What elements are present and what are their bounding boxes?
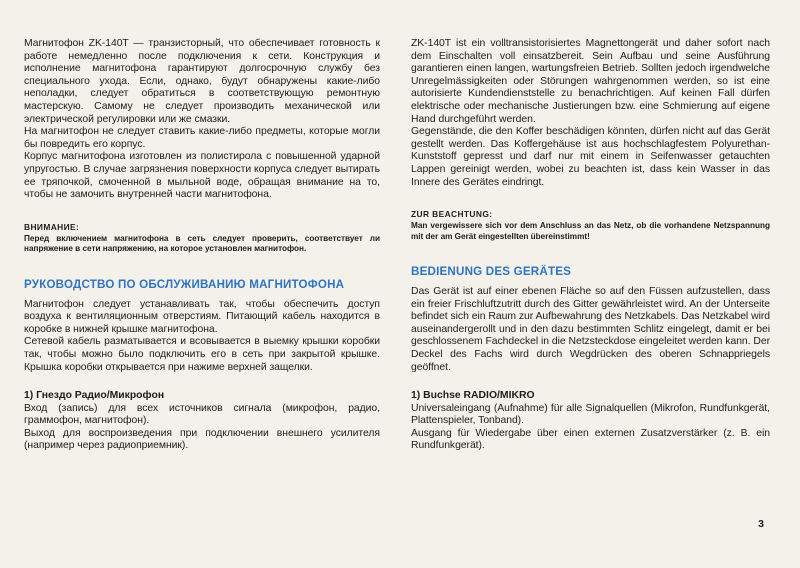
ru-sub-paragraph-2: Выход для воспроизведения при подключении внешнего усилителя (например через радиоприемник).	[24, 427, 380, 452]
ru-sub-paragraph-1: Вход (запись) для всех источников сигнала (микрофон, радио, граммофон, магнитофон).	[24, 402, 380, 427]
ru-warning-text: Перед включением магнитофона в сеть следует проверить, соответствует ли напряжение в сети напряжению, на которое установлен магнитофон.	[24, 233, 380, 254]
ru-section-heading: РУКОВОДСТВО ПО ОБСЛУЖИВАНИЮ МАГНИТОФОНА	[24, 277, 345, 291]
ru-intro-paragraph-3: Корпус магнитофона изготовлен из полистирола с повышенной ударной упругостью. В случае загрязнения поверхности корпуса следует вытирать ее тряпочкой, смоченной в мыльной воде, обращая внимание на то, чтобы не замочить внутренней части магнитофона.	[24, 151, 380, 201]
german-column	[411, 38, 770, 453]
de-sub-paragraph-2: Ausgang für Wiedergabe über einen externen Zusatzverstärker (z. B. ein Rundfunkgerät).	[411, 427, 770, 452]
de-section-heading: BEDIENUNG DES GERÄTES	[411, 264, 572, 278]
ru-section-paragraph-1: Магнитофон следует устанавливать так, чтобы обеспечить доступ воздуха к вентиляционным отверстиям. Питающий кабель находится в коробке в нижней крышке магнитофона.	[24, 298, 380, 335]
de-intro-paragraph-1: ZK-140T ist ein volltransistorisiertes Magnettongerät und daher sofort nach dem Einschalten voll einsatzbereit. Sein Aufbau und seine Ausführung garantieren einen langen, wartungsfreien Betrieb. Sollten jedoch irgendwelche Unregelmässigkeiten oder Störungen wahrgenommen werden, so ist eine autorisierte Kundendienststelle zu benachrichtigen. Auf keinen Fall dürfen elektrische oder mechanische Justierungen bzw. eine Schmierung auf eigene Hand durchgeführt werden.	[411, 38, 770, 125]
ru-warning-title: ВНИМАНИЕ:	[24, 221, 80, 232]
ru-intro-paragraph-2: На магнитофон не следует ставить какие-либо предметы, которые могли бы повредить его корпус.	[24, 126, 380, 150]
de-sub-paragraph-1: Universaleingang (Aufnahme) für alle Signalquellen (Mikrofon, Rundfunkgerät, Plattenspieler, Tonband).	[411, 402, 770, 427]
de-sub-heading: 1) Buchse RADIO/MIKRO	[411, 390, 535, 402]
ru-section-paragraph-2: Сетевой кабель разматывается и всовывается в выемку крышки коробки так, чтобы можно было подключить его в сеть при закрытой крышке. Крышка коробки открывается при нажиме верхней защелки.	[24, 336, 380, 373]
de-intro-paragraph-2: Gegenstände, die den Koffer beschädigen könnten, dürfen nicht auf das Gerät gestellt werden. Das Koffergehäuse ist aus hochschlagfestem Polyurethan-Kunststoff gepresst und darf nur mit einem in Seifenwasser getauchten Lappen gereinigt werden, wobei zu beachten ist, dass kein Wasser in das Innere des Gerätes eindringt.	[411, 126, 770, 188]
ru-intro-paragraph-1: Магнитофон ZK-140T — транзисторный, что обеспечивает готовность к работе немедленно после подключения к сети. Конструкция и исполнение магнитофона гарантируют долгосрочную службу без специального ухода. Если, однако, будут обнаружены какие-либо неполадки, следует обратиться в соответствующую ремонтную мастерскую. Самому не следует производить механической или электрической регулировки или же смазки.	[24, 38, 380, 125]
page-number: 3	[758, 518, 764, 530]
ru-sub-heading: 1) Гнездо Радио/Микрофон	[24, 390, 165, 402]
russian-column	[24, 38, 380, 453]
de-warning-title: ZUR BEACHTUNG:	[411, 209, 493, 220]
de-warning-text: Man vergewissere sich vor dem Anschluss an das Netz, ob die vorhandene Netzspannung mit der am Gerät eingestellten übereinstimmt!	[411, 221, 770, 241]
de-section-paragraph-1: Das Gerät ist auf einer ebenen Fläche so auf den Füssen aufzustellen, dass ein freier Frischluftzutritt durch des Gitter gewährleistet wird. An der Unterseite befindet sich ein Raum zur Aufbewahrung des Netzkabels. Das Netzkabel wird auseinandergerollt und in den dazu bestimmten Schlitz eingelegt, damit er bei geschlossenem Fachdeckel in die Netzsteckdose eingeleitet werden kann. Der Deckel des Fachs wird durch Wegdrücken des oberen Schnappriegels geöffnet.	[411, 285, 770, 373]
